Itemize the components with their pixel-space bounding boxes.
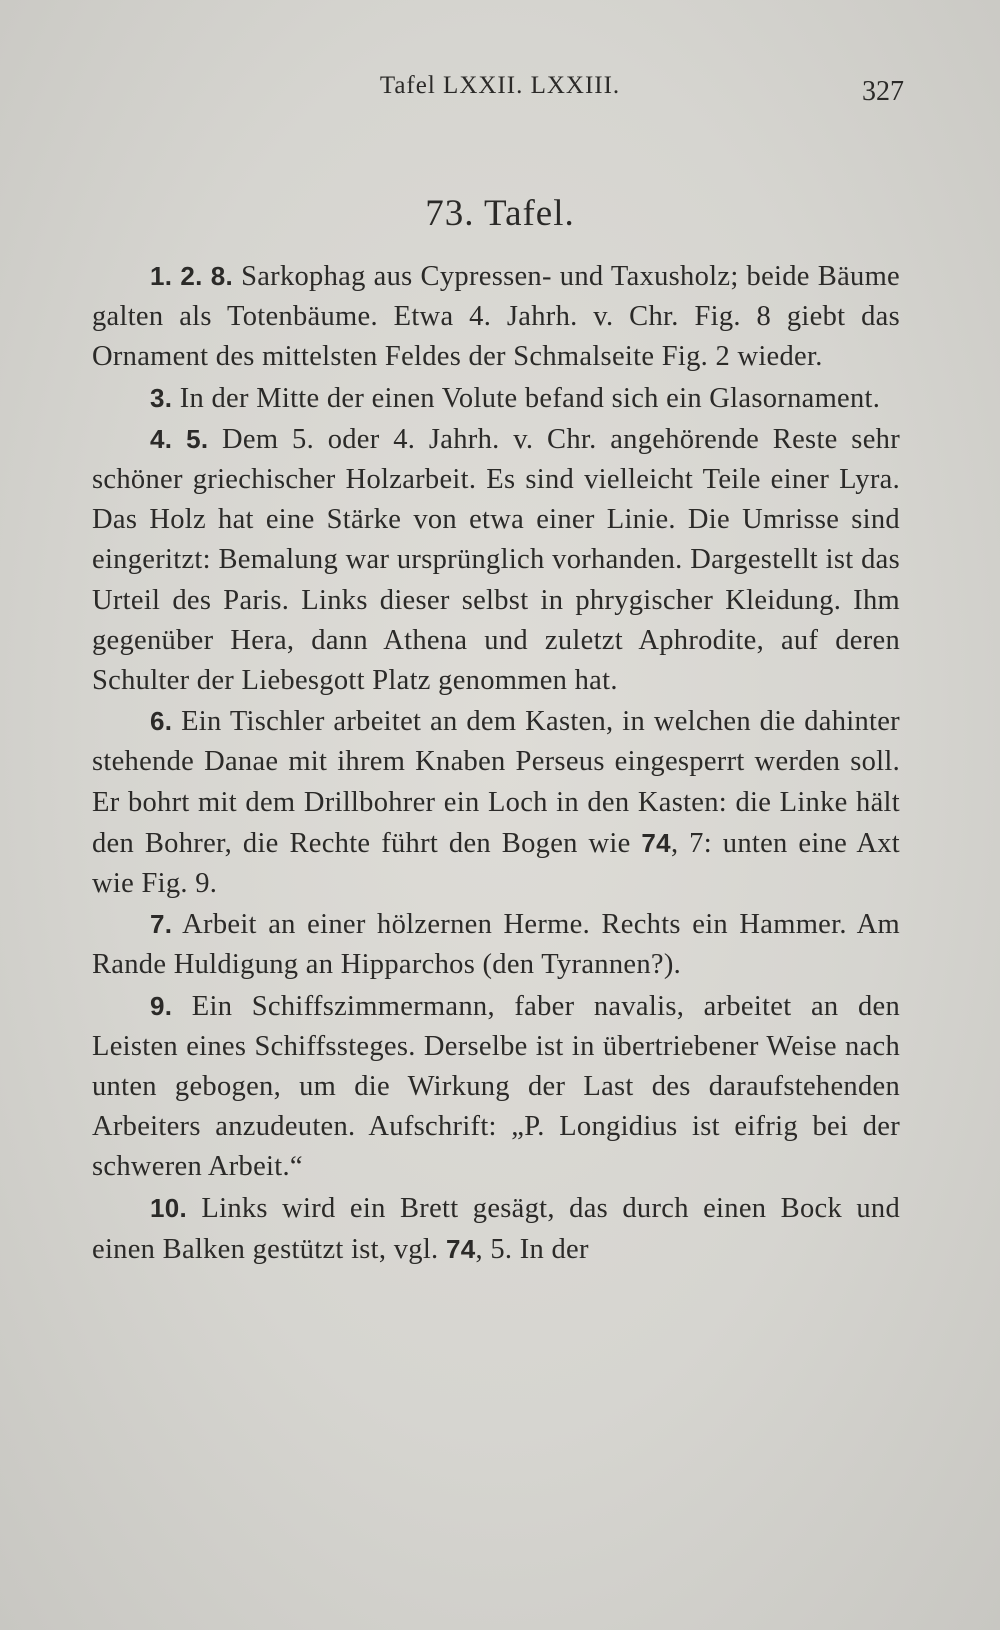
entry-3 — [92, 378, 900, 419]
entry-number: 4. 5. — [150, 423, 209, 454]
entry-number: 6. — [150, 706, 173, 737]
page-number: 327 — [862, 76, 904, 107]
entry-4-5 — [92, 419, 900, 701]
entry-text-continued: , 5. In der — [475, 1233, 589, 1265]
entry-number: 10. — [150, 1192, 188, 1223]
entry-7 — [92, 904, 900, 985]
entry-text: In der Mitte der einen Volute befand sich ein Glasornament. — [179, 382, 881, 414]
entry-text: Ein Tischler arbeitet an dem Kasten, in welchen die dahinter stehende Danae mit ihrem Knaben Perseus eingesperrt werden soll. Er bohrt mit dem Drillbohrer ein Loch in den Kasten: die Linke hält den Bohrer, die Rechte führt den Bogen wie — [92, 706, 900, 859]
entry-text: Links wird ein Brett gesägt, das durch einen Bock und einen Balken gestützt ist, vgl. — [92, 1192, 900, 1265]
entry-number: 3. — [150, 382, 173, 413]
entry-9 — [92, 986, 900, 1188]
entry-10 — [92, 1188, 900, 1270]
entry-6 — [92, 701, 900, 904]
entry-number: 7. — [150, 909, 173, 940]
entry-1-2-8 — [92, 256, 900, 378]
entry-text: Ein Schiffszimmermann, faber navalis, arbeitet an den Leisten eines Schiffssteges. Derselbe ist in übertriebener Weise nach unten gebogen, um die Wirkung der Last des daraufstehenden Arbeiters anzudeuten. Aufschrift: „P. Longidius ist eifrig bei der schweren Arbeit.“ — [92, 990, 900, 1183]
body-text — [92, 256, 900, 1270]
entry-text: Sarkophag aus Cypressen- und Taxusholz; beide Bäume galten als Totenbäume. Etwa 4. Jahrh. v. Chr. Fig. 8 giebt das Ornament des mittelsten Feldes der Schmalseite Fig. 2 wieder. — [92, 261, 900, 373]
entry-number: 1. 2. 8. — [150, 261, 234, 291]
plate-reference: 74 — [641, 827, 671, 858]
section-title: 73. Tafel. — [425, 193, 575, 234]
entry-number: 9. — [150, 990, 173, 1021]
entry-text-continued: , 7: unten eine Axt wie Fig. 9. — [92, 827, 900, 900]
entry-text: Arbeit an einer hölzernen Herme. Rechts ein Hammer. Am Rande Huldigung an Hipparchos (den Tyrannen?). — [92, 909, 900, 981]
entry-text: Dem 5. oder 4. Jahrh. v. Chr. angehörende Reste sehr schöner griechischer Holzarbeit. Es sind vielleicht Teile einer Lyra. Das Holz hat eine Stärke von etwa einer Linie. Die Umrisse sind eingeritzt: Bemalung war ursprünglich vorhanden. Dargestellt ist das Urteil des Paris. Links dieser selbst in phrygischer Kleidung. Ihm gegenüber Hera, dann Athena und zuletzt Aphrodite, auf deren Schulter der Liebesgott Platz genommen hat. — [92, 423, 900, 697]
running-head: Tafel LXXII. LXXIII. — [379, 72, 621, 99]
plate-reference: 74 — [445, 1233, 476, 1264]
